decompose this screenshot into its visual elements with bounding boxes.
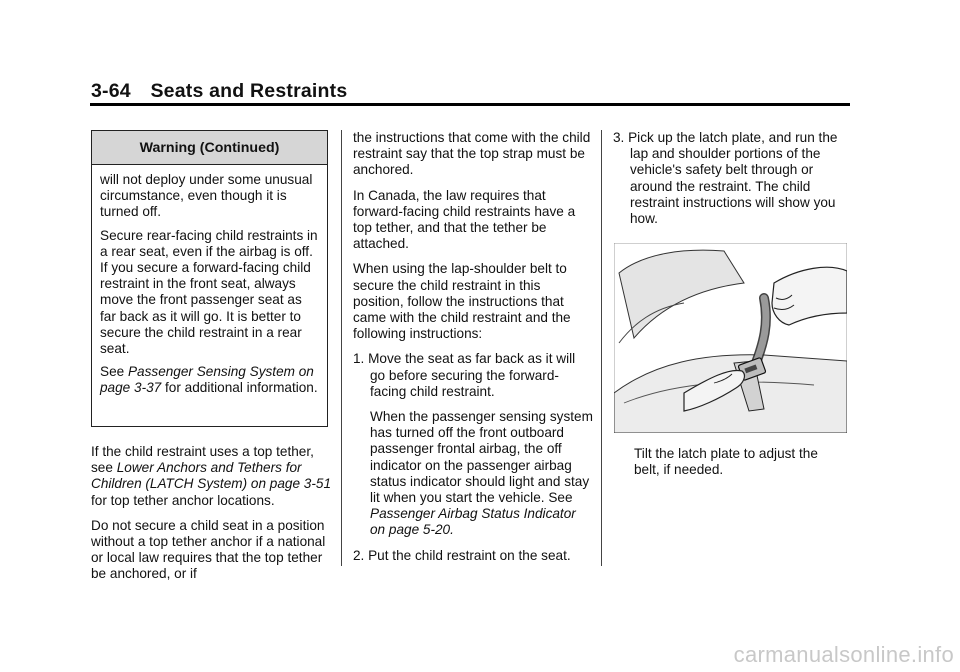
body-paragraph: In Canada, the law requires that forward-facing child restraints have a top tether, and that the tether be attached. (353, 187, 576, 252)
warning-box (91, 130, 328, 427)
body-paragraph: the instructions that come with the child restraint say that the top strap must be anchored. (353, 130, 591, 178)
page-header (91, 80, 347, 103)
middle-column (353, 130, 593, 573)
body-paragraph: When using the lap-shoulder belt to secure the child restraint in this position, follow the instructions that came with the child restraint and the following instructions: (353, 261, 571, 342)
right-column (613, 130, 853, 236)
header-rule (90, 103, 850, 106)
column-divider (601, 130, 602, 566)
body-paragraph: Do not secure a child seat in a position without a top tether anchor if a national or local law requires that the top tether be anchored, or if (91, 517, 326, 582)
page-number: 3-64 (91, 80, 131, 102)
step-1-note: When the passenger sensing system has turned off the front outboard passenger frontal airbag, the off indicator on the passenger airbag status indicator should light and stay lit when you start the vehicle. See (370, 409, 593, 506)
step-3-note (634, 446, 844, 487)
warning-paragraph: Secure rear-facing child restraints in a rear seat, even if the airbag is off. If you secure a forward-facing child restraint in the front seat, always move the front passenger seat as far back as it will go. It is better to secure the child restraint in a rear seat. (100, 227, 318, 357)
left-column (91, 444, 331, 592)
body-paragraph: Tilt the latch plate to adjust the belt, if needed. (634, 446, 818, 478)
warning-paragraph: will not deploy under some unusual circumstance, even though it is turned off. (100, 172, 313, 220)
column-divider (341, 130, 342, 566)
cross-reference-link[interactable]: Passenger Sensing System on page 3-37 (100, 364, 314, 396)
step-2: 2. Put the child restraint on the seat. (353, 547, 571, 563)
section-title: Seats and Restraints (150, 80, 348, 102)
latch-plate-illustration (614, 243, 847, 433)
step-3: 3. Pick up the latch plate, and run the lap and shoulder portions of the vehicle's safety belt through or around the restraint. The child restraint instructions will show you how. (613, 130, 838, 227)
warning-title: Warning (Continued) (92, 131, 327, 165)
warning-paragraph: See Passenger Sensing System on page 3-37 for additional information. (100, 364, 318, 396)
step-1: 1. Move the seat as far back as it will go before securing the forward-facing child restraint. (353, 351, 576, 399)
body-paragraph: If the child restraint uses a top tether, see Lower Anchors and Tethers for Children (LATCH System) on page 3-51 for top tether anchor locations. (91, 444, 332, 508)
cross-reference-link[interactable]: Lower Anchors and Tethers for Children (LATCH System) on page 3-51 (91, 460, 332, 492)
watermark: carmanualsonline.info (733, 642, 954, 667)
cross-reference-link[interactable]: Passenger Airbag Status Indicator on page 5-20. (370, 506, 576, 538)
